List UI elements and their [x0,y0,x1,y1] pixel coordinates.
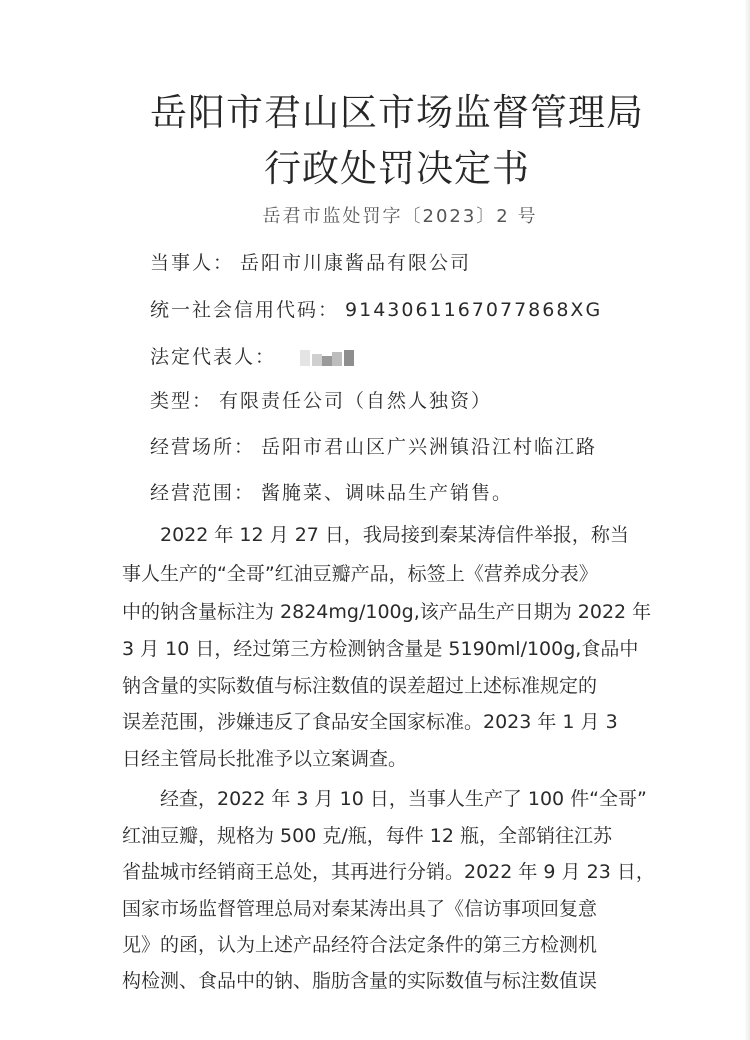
document-number: 岳君市监处罚字〔2023〕2 号 [262,206,538,227]
party-value: 岳阳市川康酱品有限公司 [240,252,472,274]
type-field [150,386,492,413]
paragraph-1-line: 3 月 10 日，经过第三方检测钠含量是 5190ml/100g,食品中 [122,638,639,660]
paragraph-2-line: 省盐城市经销商王总处，其再进行分销。2022 年 9 月 23 日， [122,861,655,883]
scope-label: 经营范围： [150,482,256,504]
credit-code-label: 统一社会信用代码： [150,299,340,321]
paragraph-1-line: 误差范围，涉嫌违反了食品安全国家标准。2023 年 1 月 3 [122,711,618,733]
scope-value: 酱腌菜、调味品生产销售。 [261,482,514,504]
premises-value: 岳阳市君山区广兴洲镇沿江村临江路 [261,436,598,458]
legal-rep-field [150,342,354,369]
paragraph-2-line: 国家市场监督管理总局对秦某涛出具了《信访事项回复意 [122,898,598,920]
redacted-name-mosaic [300,350,354,366]
legal-rep-label: 法定代表人： [150,346,277,368]
party-label: 当事人： [150,252,235,274]
type-label: 类型： [150,390,214,412]
paragraph-2-line: 构检测、食品中的钠、脂肪含量的实际数值与标注数值误 [122,970,598,992]
premises-field [150,432,597,459]
premises-label: 经营场所： [150,436,256,458]
paragraph-1-line: 事人生产的“全哥”红油豆瓣产品，标签上《营养成分表》 [122,563,598,585]
credit-code-value: 914306116707786​8XG [345,299,603,321]
scope-field [150,478,513,505]
paragraph-1-line: 钠含量的实际数值与标注数值的误差超过上述标准规定的 [122,675,598,697]
type-value: 有限责任公司（自然人独资） [219,390,493,412]
paragraph-1-line: 中的钠含量标注为 2824mg/100g,该产品生产日期为 2022 年 [122,601,652,623]
paragraph-2-line: 经查，2022 年 3 月 10 日，当事人生产了 100 件“全哥” [160,788,647,810]
paragraph-1-line: 2022 年 12 月 27 日，我局接到秦某涛信件举报，称当 [160,524,629,546]
page-edge-shadow [744,0,750,1040]
document-title-line1: 岳阳市君山区市场监督管理局 [150,91,644,134]
party-field [150,248,471,275]
paragraph-1-line: 日经主管局长批准予以立案调查。 [122,748,408,770]
credit-code-field [150,295,602,322]
paragraph-2-line: 红油豆瓣，规格为 500 克/瓶，每件 12 瓶，全部销往江苏 [122,825,613,847]
paragraph-2-line: 见》的函，认为上述产品经符合法定条件的第三方检测机 [122,934,598,956]
document-title-line2: 行政处罚决定书 [264,147,530,190]
